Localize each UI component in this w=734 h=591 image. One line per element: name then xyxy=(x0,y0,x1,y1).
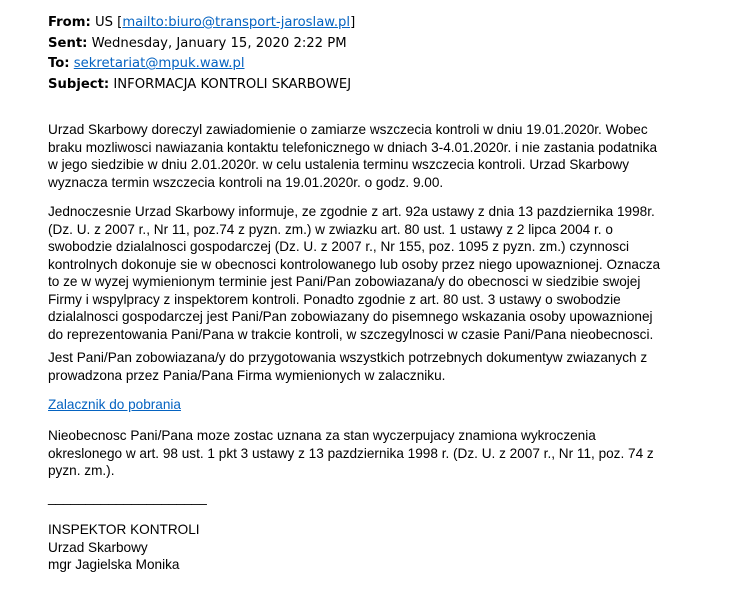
body-paragraph-legal: Jednoczesnie Urzad Skarbowy informuje, ze zgodnie z art. 92a ustawy z dnia 13 pazdziernika 1998r. (Dz. U. z 2007 r., Nr 11, poz.74 z pyzn. zm.) w zwiazku art. 80 ust. 1 ustawy z 2 lipca 2004 r. o swobodzie dzialalnosci gospodarczej (Dz. U. z 2007 r., Nr 155, poz. 1095 z pyzn. zm.) czynnosci kontrolnych dokonuje sie w obecnosci kontrolowanego lub osoby przez niego upowaznionej. Oznacza to ze w wyzej wymienionym terminie jest Pani/Pan zobowiazana/y do obecnosci w siedzibie swojej Firmy i wspylpracy z inspektorem kontroli. Ponadto zgodnie z art. 80 ust. 3 ustawy o swobodzie dzialalnosci gospodarczej jest Pani/Pan zobowiazany do pisemnego wskazania osoby upowaznionej do reprezentowania Pani/Pana w trakcie kontroli, w szczegylnosci w czasie Pani/Pana nieobecnosci. xyxy=(48,204,661,342)
attachment-download-link[interactable]: Zalacznik do pobrania xyxy=(48,397,181,412)
email-header xyxy=(48,13,728,95)
from-label: From: xyxy=(48,15,91,30)
sent-value: Wednesday, January 15, 2020 2:22 PM xyxy=(87,35,347,51)
to-email-link[interactable]: sekretariat@mpuk.waw.pl xyxy=(73,56,245,71)
subject-row xyxy=(48,75,728,96)
sent-row xyxy=(48,34,728,55)
body-paragraph-absence: Nieobecnosc Pani/Pana moze zostac uznana za stan wyczerpujacy znamiona wykroczenia okreslonego w art. 98 ust. 1 pkt 3 ustawy z 13 pazdziernika 1998 r. (Dz. U. z 2007 r., Nr 11, poz. 74 z pyzn. zm.). xyxy=(48,428,654,478)
attachment-paragraph xyxy=(48,396,181,414)
from-mailto-link[interactable]: mailto:biuro@transport-jaroslaw.pl xyxy=(122,15,351,30)
from-name: US [ xyxy=(90,15,123,30)
subject-value: INFORMACJA KONTROLI SKARBOWEJ xyxy=(109,76,352,92)
signature-block: INSPEKTOR KONTROLI Urzad Skarbowy mgr Jagielska Monika xyxy=(48,522,200,572)
subject-label: Subject: xyxy=(48,76,110,92)
from-close-bracket: ] xyxy=(350,15,356,30)
sent-label: Sent: xyxy=(48,35,88,51)
to-row xyxy=(48,54,728,75)
body-paragraph-documents: Jest Pani/Pan zobowiazana/y do przygotowania wszystkich potrzebnych dokumentyw zwiazanych z prowadzona przez Pania/Pana Firma wymienionych w zalaczniku. xyxy=(48,350,648,383)
to-label: To: xyxy=(48,56,70,71)
body-paragraph-notice: Urzad Skarbowy doreczyl zawiadomienie o zamiarze wszczecia kontroli w dniu 19.01.2020r. Wobec braku mozliwosci nawiazania kontaktu telefonicznego w dniach 3-4.01.2020r. i nie zastania podatnika w jego siedzibie w dniu 2.01.2020r. w celu ustalenia terminu wszczecia kontroli. Urzad Skarbowy wyznacza termin wszczecia kontroli na 19.01.2020r. o godz. 9.00. xyxy=(48,122,658,190)
signature-line: _____________________ xyxy=(48,490,207,505)
from-row xyxy=(48,13,728,34)
